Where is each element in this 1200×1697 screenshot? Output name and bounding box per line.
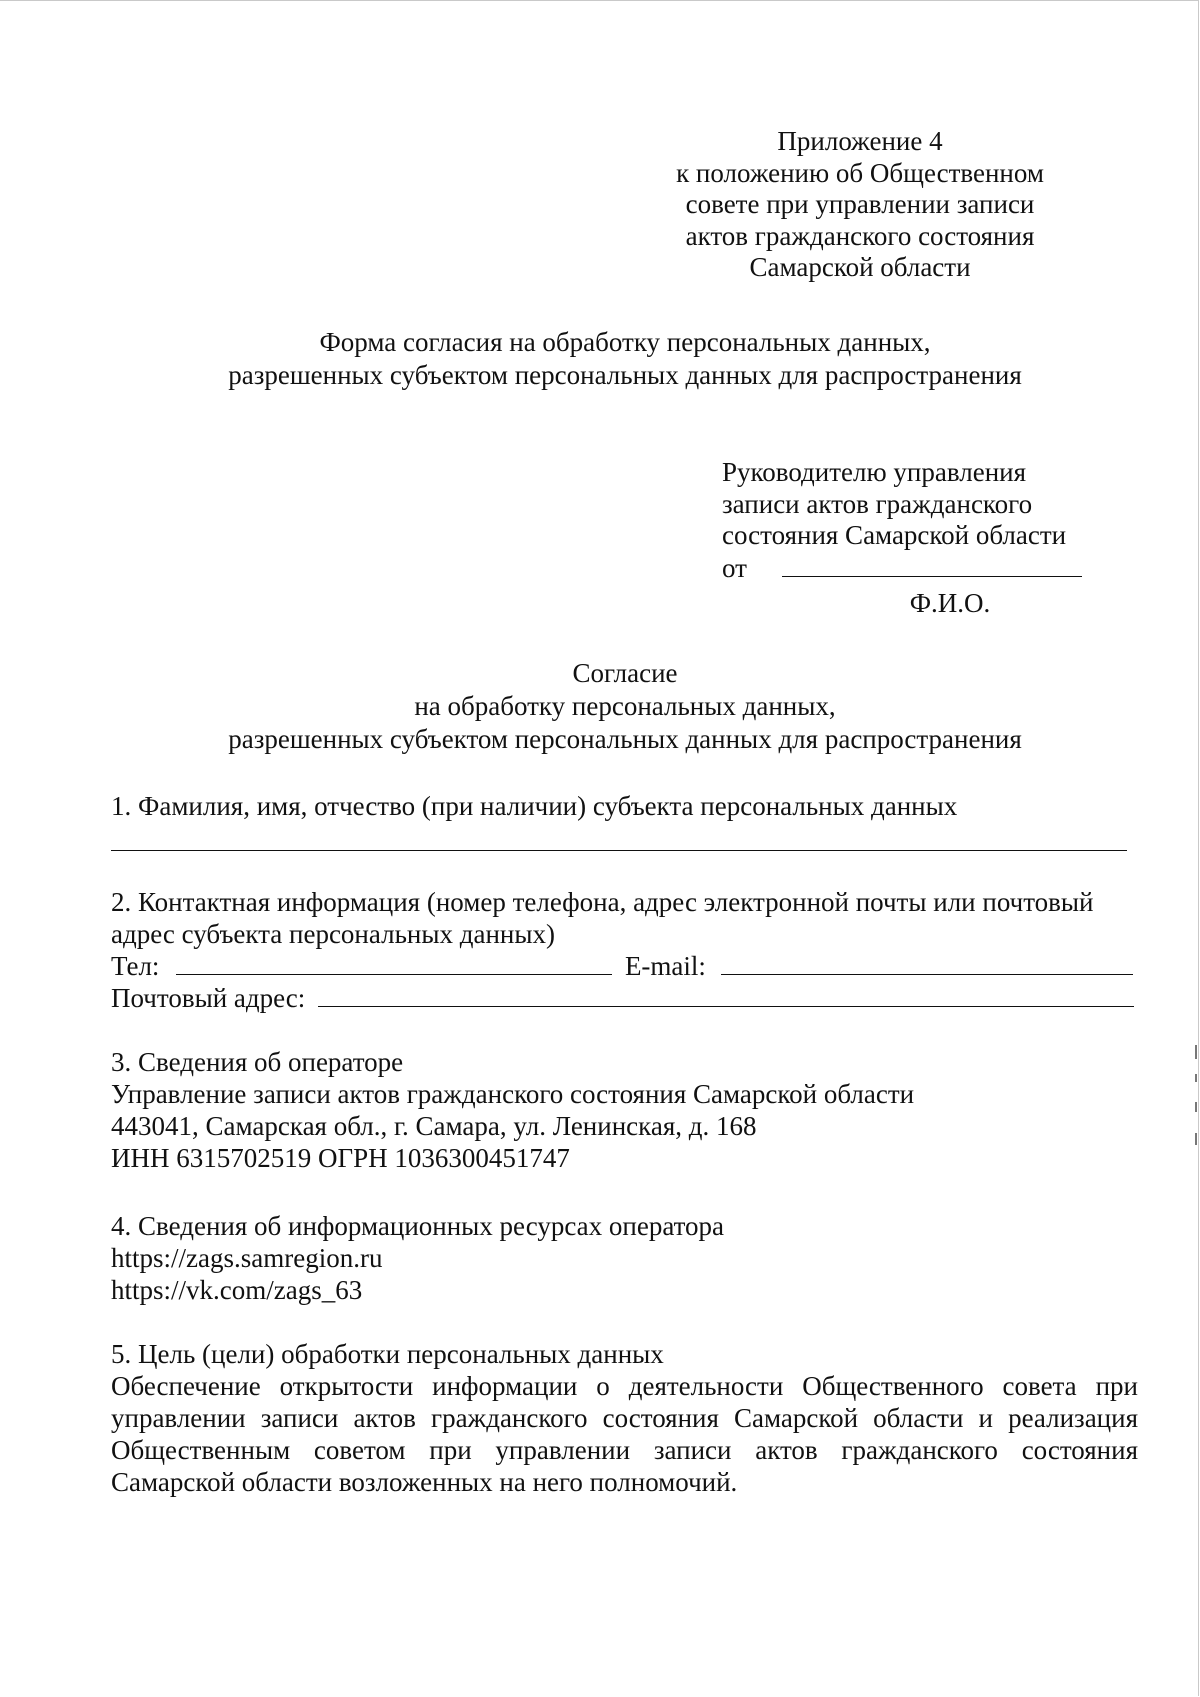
section2-heading-line-2: адрес субъекта персональных данных): [111, 919, 555, 949]
appendix-line-4: актов гражданского состояния: [685, 220, 1035, 251]
phone-label: Тел:: [111, 951, 160, 981]
resource-url-1: https://zags.samregion.ru: [111, 1243, 383, 1273]
appendix-block: [640, 126, 1080, 284]
email-input-line[interactable]: [721, 950, 1133, 975]
appendix-line-3: совете при управлении записи: [685, 189, 1035, 219]
scan-edge-mark: [1195, 1133, 1197, 1145]
from-label: от: [722, 552, 747, 583]
section3-block: [111, 1046, 1141, 1174]
form-title: [110, 326, 1140, 392]
resource-url-2: https://vk.com/zags_63: [111, 1275, 363, 1305]
section2-block: [111, 886, 1141, 1014]
contact-row: [111, 950, 1141, 982]
appendix-line-2: к положению об Общественном: [676, 157, 1044, 188]
fio-input-line[interactable]: [782, 552, 1082, 577]
consent-title-line-2: на обработку персональных данных,: [414, 691, 836, 721]
postal-input-line[interactable]: [318, 982, 1134, 1007]
form-title-line-1: Форма согласия на обработку персональных данных,: [319, 327, 931, 357]
scan-edge-mark: [1195, 1102, 1197, 1112]
email-label: E-mail:: [624, 951, 706, 981]
operator-name: Управление записи актов гражданского состояния Самарской области: [111, 1079, 915, 1109]
operator-address: 443041, Самарская обл., г. Самара, ул. Ленинская, д. 168: [111, 1111, 757, 1141]
section1-heading: 1. Фамилия, имя, отчество (при наличии) субъекта персональных данных: [111, 791, 958, 821]
postal-row: [111, 982, 1141, 1014]
section5-heading: 5. Цель (цели) обработки персональных данных: [111, 1339, 664, 1369]
scan-edge-mark: [1195, 1074, 1197, 1082]
section4-heading: 4. Сведения об информационных ресурсах оператора: [111, 1211, 725, 1241]
addressee-line-2: записи актов гражданского: [722, 488, 1033, 519]
consent-title-line-3: разрешенных субъектом персональных данных для распространения: [228, 724, 1022, 754]
postal-label: Почтовый адрес:: [111, 983, 306, 1013]
addressee-from-row: [722, 552, 1122, 585]
section2-heading-line-1: 2. Контактная информация (номер телефона, адрес электронной почты или почтовый: [111, 887, 1094, 917]
addressee-line-1: Руководителю управления: [722, 457, 1027, 487]
phone-input-line[interactable]: [176, 950, 612, 975]
section5-text: Обеспечение открытости информации о деятельности Общественного совета при управлении записи актов гражданского состояния Самарской области и реализация Общественным советом при управлении записи актов гражданского состояния Самарской области возложенных на него полномочий.: [111, 1371, 1138, 1497]
addressee-line-3: состояния Самарской области: [722, 520, 1067, 550]
appendix-line-1: Приложение 4: [777, 126, 943, 156]
fio-caption: Ф.И.О.: [909, 588, 991, 618]
section3-heading: 3. Сведения об операторе: [111, 1047, 404, 1077]
operator-ids: ИНН 6315702519 ОГРН 1036300451747: [111, 1143, 570, 1173]
form-title-line-2: разрешенных субъектом персональных данных для распространения: [228, 360, 1022, 390]
addressee-block: [722, 457, 1122, 584]
appendix-line-5: Самарской области: [749, 252, 971, 282]
section4-block: [111, 1210, 1141, 1306]
section5-block: [111, 1338, 1138, 1498]
subject-name-input-line[interactable]: [111, 850, 1127, 851]
consent-title-line-1: Согласие: [572, 658, 678, 688]
scan-edge-mark: [1195, 1045, 1197, 1059]
consent-title: [110, 657, 1140, 756]
